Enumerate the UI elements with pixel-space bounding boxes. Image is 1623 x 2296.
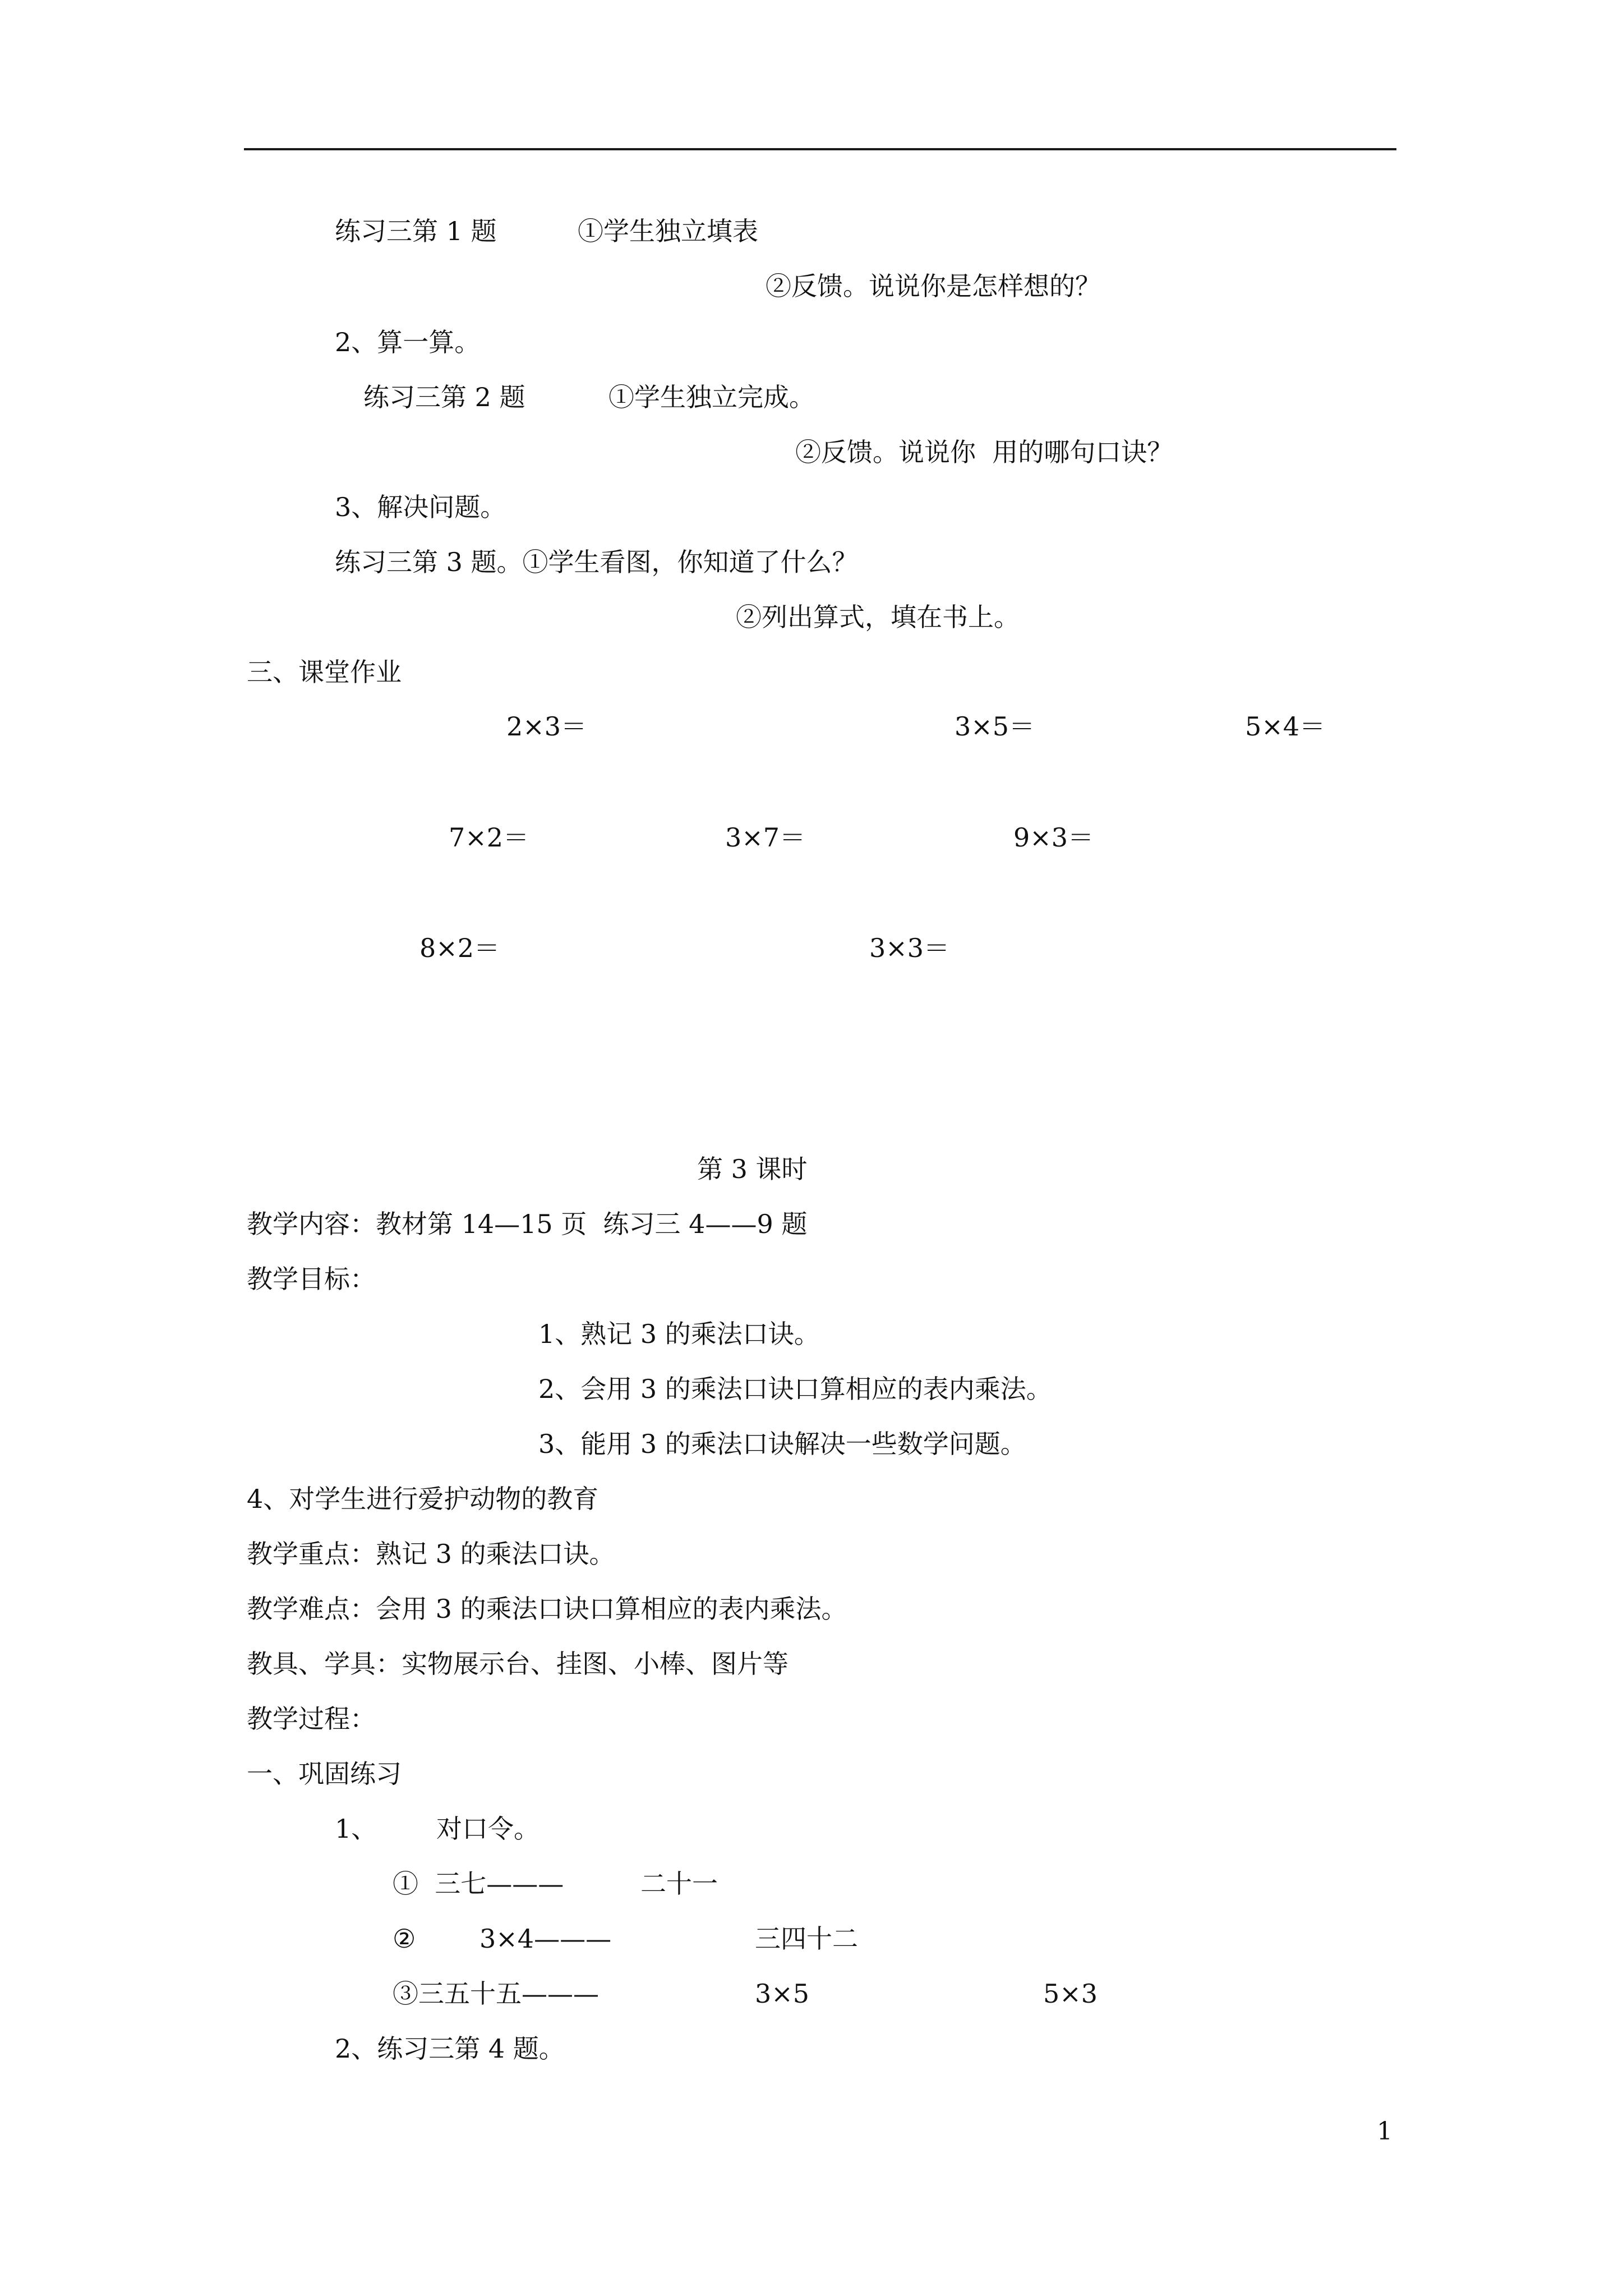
exercise: 3×7＝ bbox=[725, 822, 806, 853]
exercise: 9×3＝ bbox=[1013, 822, 1094, 853]
lesson-title: 第 3 课时 bbox=[697, 1154, 808, 1184]
text-line: 3×5 bbox=[755, 1978, 810, 2009]
text-line: ①学生独立完成。 bbox=[608, 382, 815, 412]
text-line: ②反馈。说说你是怎样想的？ bbox=[766, 271, 1101, 301]
section-heading: 三、课堂作业 bbox=[247, 657, 402, 687]
text-line: 练习三第 1 题 bbox=[335, 216, 497, 246]
text-line: 1、 bbox=[335, 1814, 377, 1844]
header-rule bbox=[244, 148, 1396, 150]
text-line: ②反馈。说说你 用的哪句口诀？ bbox=[795, 437, 1173, 467]
text-line: 3×4——— bbox=[479, 1924, 612, 1954]
text-line: 教学目标： bbox=[247, 1264, 376, 1294]
text-line: ① 三七——— bbox=[393, 1869, 564, 1899]
text-line: 2、练习三第 4 题。 bbox=[335, 2033, 565, 2064]
text-line: 教学过程： bbox=[247, 1704, 376, 1734]
exercise: 5×4＝ bbox=[1245, 711, 1326, 742]
text-line: 练习三第 3 题。①学生看图，你知道了什么？ bbox=[335, 547, 858, 577]
text-line: 1、熟记 3 的乘法口诀。 bbox=[538, 1319, 820, 1349]
text-line: 三四十二 bbox=[755, 1924, 858, 1954]
exercise: 7×2＝ bbox=[449, 822, 529, 853]
text-line: 5×3 bbox=[1043, 1978, 1098, 2009]
text-line: 3、能用 3 的乘法口诀解决一些数学问题。 bbox=[538, 1429, 1026, 1459]
text-line: 二十一 bbox=[640, 1869, 718, 1899]
text-line: 教学重点：熟记 3 的乘法口诀。 bbox=[247, 1539, 615, 1569]
text-line: 对口令。 bbox=[436, 1814, 540, 1844]
text-line: 教学内容：教材第 14—15 页 练习三 4——9 题 bbox=[247, 1209, 808, 1239]
text-line: 练习三第 2 题 bbox=[363, 382, 525, 412]
exercise: 2×3＝ bbox=[506, 711, 587, 742]
text-line: 2、会用 3 的乘法口诀口算相应的表内乘法。 bbox=[538, 1374, 1052, 1404]
exercise: 3×3＝ bbox=[869, 933, 950, 963]
text-line: ② bbox=[393, 1924, 416, 1954]
text-line: 教学难点：会用 3 的乘法口诀口算相应的表内乘法。 bbox=[247, 1594, 847, 1624]
exercise: 8×2＝ bbox=[419, 933, 500, 963]
text-line: 2、算一算。 bbox=[335, 327, 481, 357]
text-line: ③三五十五——— bbox=[393, 1978, 599, 2009]
text-line: ①学生独立填表 bbox=[578, 216, 758, 246]
page-number: 1 bbox=[1377, 2117, 1393, 2146]
text-line: ②列出算式，填在书上。 bbox=[736, 602, 1020, 632]
exercise: 3×5＝ bbox=[955, 711, 1035, 742]
text-line: 教具、学具：实物展示台、挂图、小棒、图片等 bbox=[247, 1649, 789, 1679]
text-line: 4、对学生进行爱护动物的教育 bbox=[247, 1484, 599, 1514]
section-heading: 一、巩固练习 bbox=[247, 1759, 402, 1789]
text-line: 3、解决问题。 bbox=[335, 492, 506, 522]
